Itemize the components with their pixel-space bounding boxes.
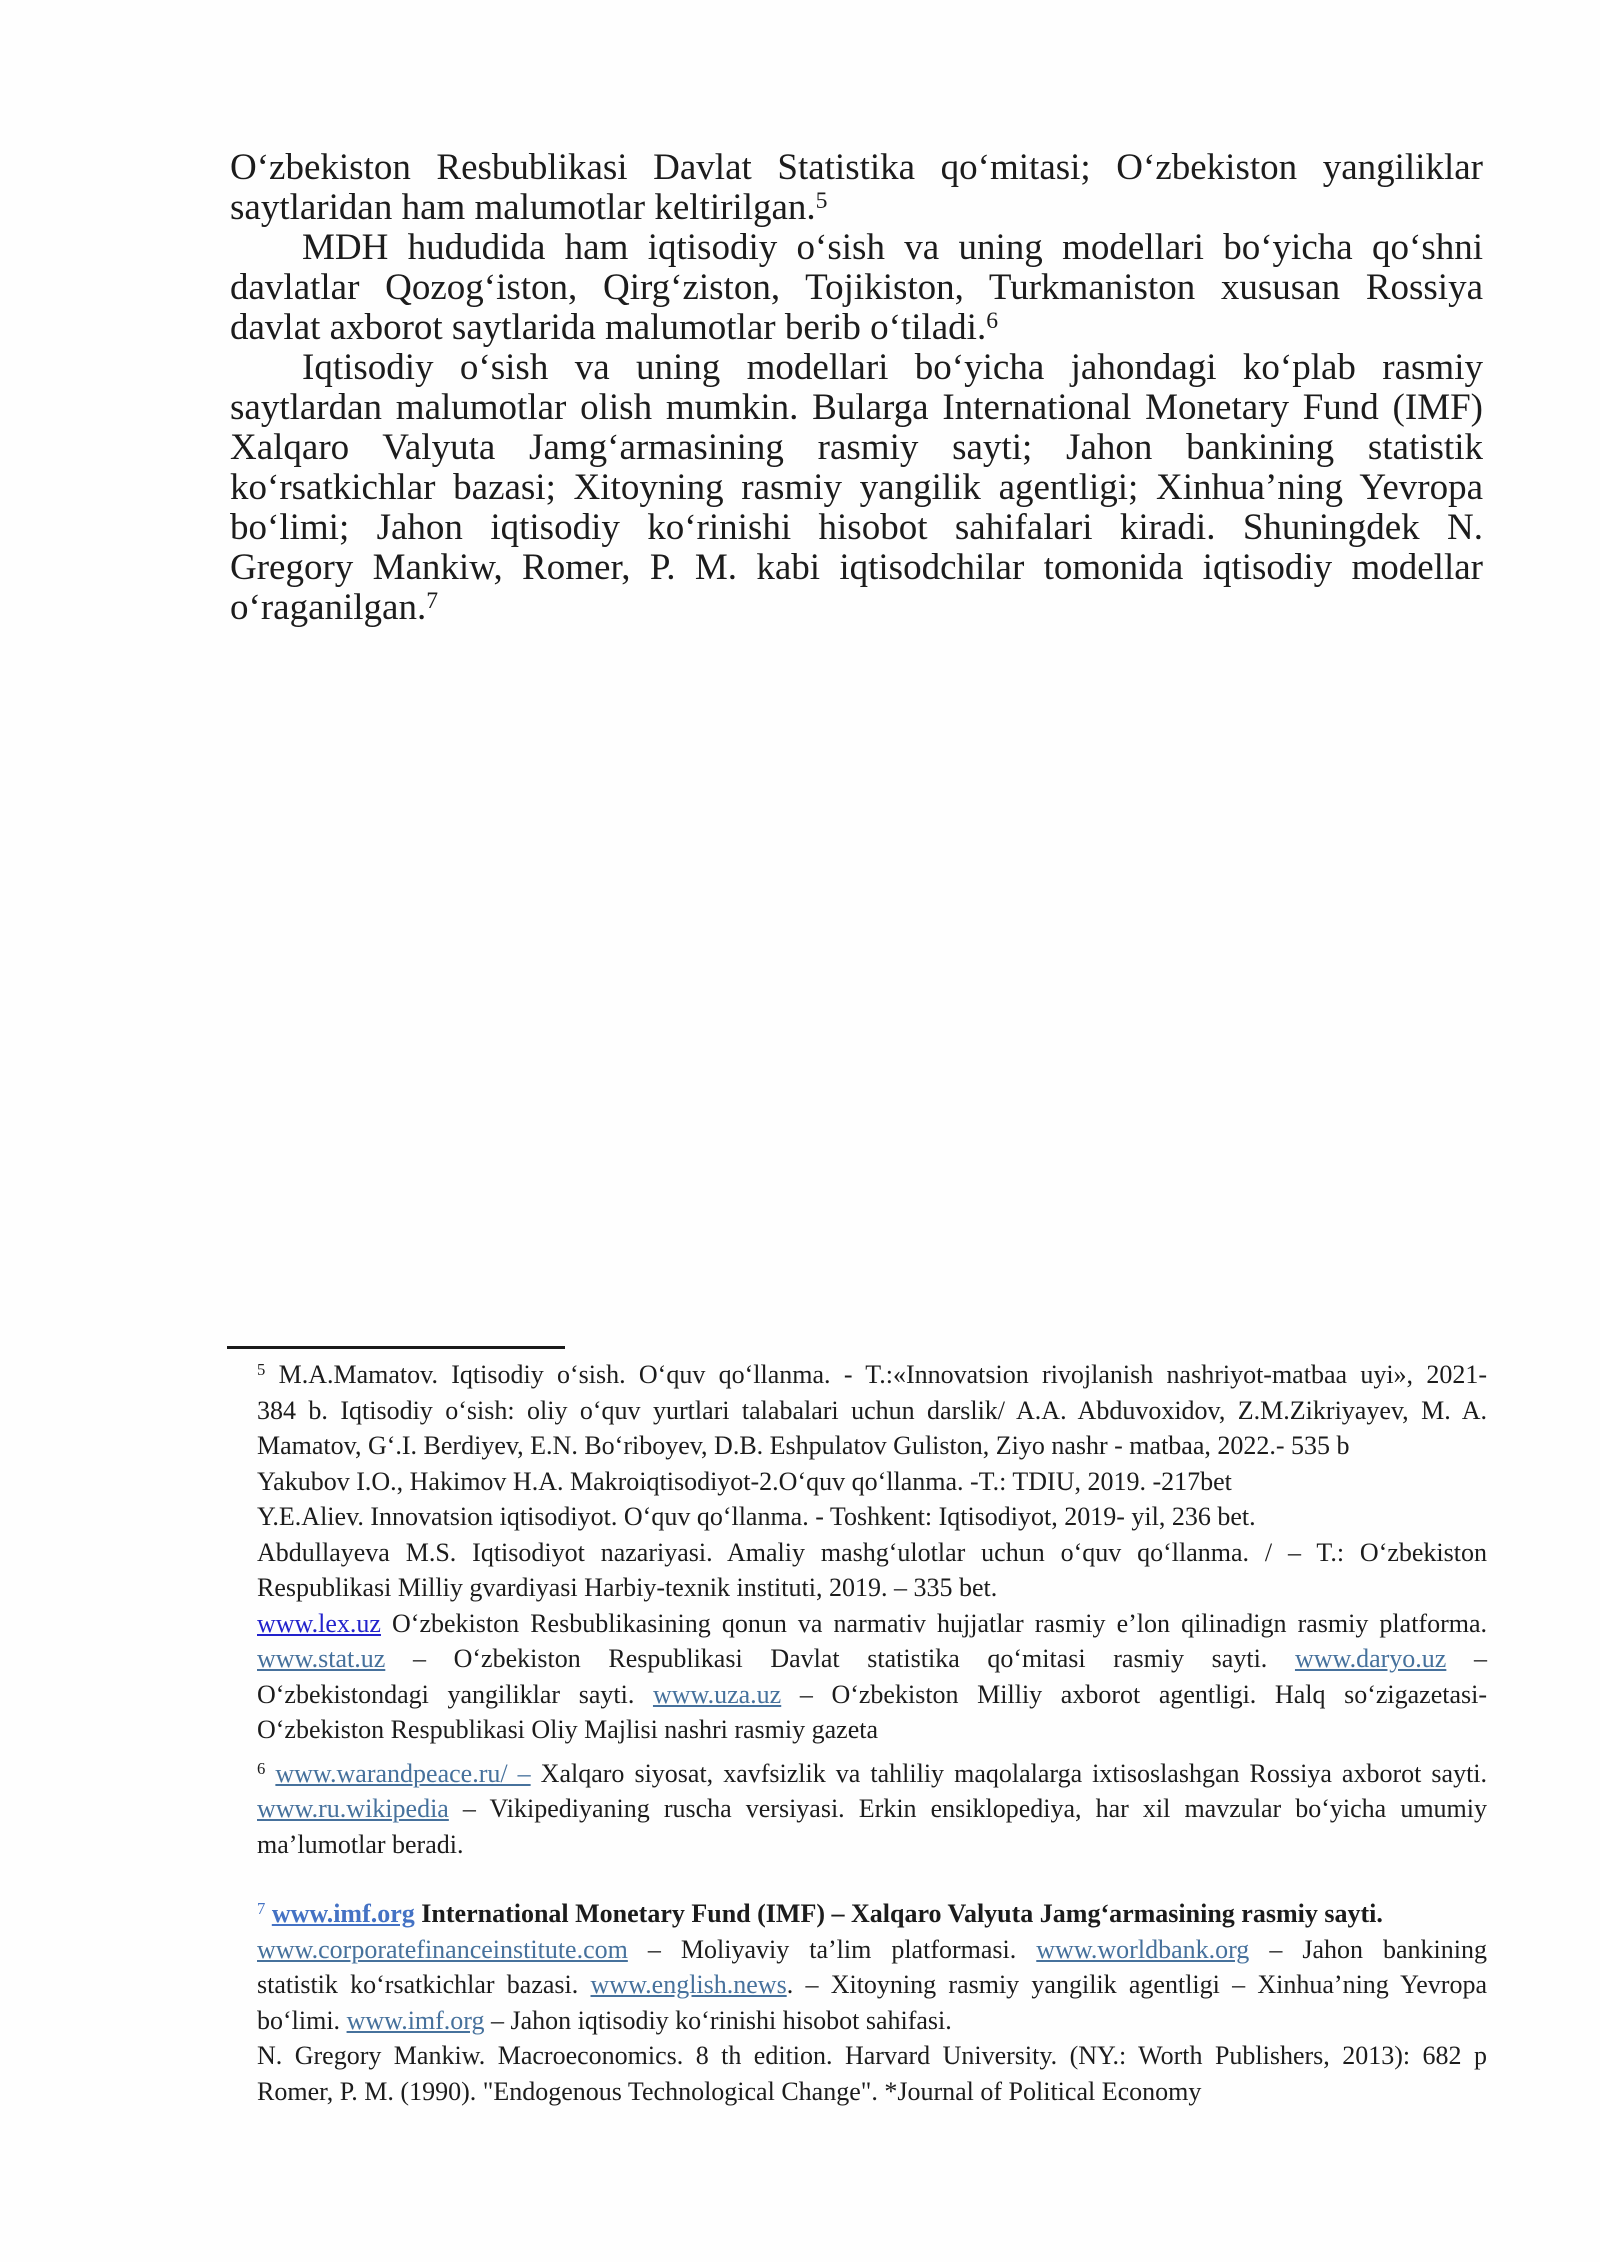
- paragraph: [230, 148, 1483, 228]
- text-run: Xalqaro siyosat, xavfsizlik va tahliliy maqolalarga ixtisoslashgan Rossiya axborot sayti.: [530, 1758, 1488, 1788]
- text-run: o‘raganilgan.: [230, 587, 427, 628]
- hyperlink[interactable]: www.daryo.uz: [1294, 1644, 1447, 1673]
- hyperlink[interactable]: www.worldbank.org: [1036, 1934, 1250, 1964]
- footnote-marker: 7: [426, 587, 439, 614]
- text-line: [257, 2003, 1487, 2039]
- footnote-marker: 5: [257, 1360, 266, 1380]
- text-line: [257, 1606, 1487, 1642]
- text-line: [257, 1896, 1487, 1932]
- text-run: O‘zbekistondagi yangiliklar sayti.: [257, 1679, 653, 1709]
- paragraph: [230, 348, 1483, 628]
- footnote: [257, 1357, 1487, 1748]
- text-line: [257, 1791, 1487, 1827]
- text-run: Y.E.Aliev. Innovatsion iqtisodiyot. O‘quv qo‘llanma. - Toshkent: Iqtisodiyot, 2019- yil, 236 bet.: [257, 1502, 1256, 1531]
- text-line: [257, 1932, 1487, 1968]
- footnote-marker: 7: [257, 1899, 266, 1919]
- text-run: davlatlar Qozog‘iston, Qirg‘ziston, Tojikiston, Turkmaniston xususan Rossiya: [230, 267, 1483, 308]
- text-run: O‘zbekiston Resbublikasining qonun va narmativ hujjatlar rasmiy e’lon qilinadign rasmiy platforma.: [380, 1608, 1487, 1638]
- text-line: [230, 348, 1483, 388]
- hyperlink[interactable]: www.stat.uz: [257, 1644, 386, 1673]
- text-line: [257, 1464, 1487, 1500]
- text-line: [230, 148, 1483, 188]
- text-run: bo‘limi.: [257, 2005, 347, 2035]
- text-line: [257, 2038, 1487, 2074]
- text-line: [230, 188, 1483, 228]
- text-run: ko‘rsatkichlar bazasi; Xitoyning rasmiy yangilik agentligi; Xinhua’ning Yevropa: [230, 467, 1483, 508]
- hyperlink[interactable]: www.corporatefinanceinstitute.com: [257, 1934, 628, 1964]
- footnote-separator: [227, 1346, 565, 1349]
- text-line: [257, 1499, 1487, 1535]
- text-run: [265, 1759, 275, 1788]
- text-line: [230, 268, 1483, 308]
- footnote-marker: 6: [257, 1758, 266, 1778]
- footnote-marker: 6: [986, 307, 999, 334]
- text-run: davlat axborot saytlarida malumotlar berib o‘tiladi.: [230, 307, 987, 348]
- text-line: [230, 388, 1483, 428]
- text-line: [257, 1677, 1487, 1713]
- text-line: [257, 1393, 1487, 1429]
- text-line: [230, 588, 1483, 628]
- text-line: [257, 1712, 1487, 1748]
- hyperlink[interactable]: www.english.news: [590, 1970, 787, 1999]
- text-line: [230, 428, 1483, 468]
- text-line: [230, 548, 1483, 588]
- text-run: Gregory Mankiw, Romer, P. M. kabi iqtisodchilar tomonida iqtisodiy modellar: [230, 547, 1483, 588]
- text-line: [257, 1357, 1487, 1393]
- footnote-marker: 5: [815, 187, 828, 214]
- hyperlink[interactable]: www.warandpeace.ru/ –: [275, 1758, 531, 1788]
- text-run: –: [1446, 1644, 1488, 1673]
- text-run: – Vikipediyaning ruscha versiyasi. Erkin ensiklopediya, har xil mavzular bo‘yicha umumiy: [448, 1794, 1487, 1823]
- text-line: [257, 1967, 1487, 2003]
- text-run: International Monetary Fund (IMF) – Xalqaro Valyuta Jamg‘armasining rasmiy sayti.: [414, 1899, 1383, 1928]
- text-run: . – Xitoyning rasmiy yangilik agentligi – Xinhua’ning Yevropa: [786, 1970, 1488, 1999]
- hyperlink[interactable]: www.lex.uz: [257, 1608, 381, 1638]
- text-run: – O‘zbekiston Milliy axborot agentligi. Halq so‘zigazetasi-: [781, 1679, 1488, 1709]
- text-run: – O‘zbekiston Respublikasi Davlat statistika qo‘mitasi rasmiy sayti.: [385, 1644, 1295, 1673]
- text-run: Iqtisodiy o‘sish va uning modellari bo‘yicha jahondagi ko‘plab rasmiy: [302, 347, 1483, 388]
- text-run: statistik ko‘rsatkichlar bazasi.: [257, 1970, 591, 1999]
- text-run: Abdullayeva M.S. Iqtisodiyot nazariyasi. Amaliy mashg‘ulotlar uchun o‘quv qo‘llanma. / – T.: O‘zbekiston: [257, 1537, 1487, 1567]
- text-run: Romer, P. M. (1990). "Endogenous Technological Change". *Journal of Political Economy: [257, 2076, 1202, 2106]
- text-run: MDH hududida ham iqtisodiy o‘sish va uning modellari bo‘yicha qo‘shni: [302, 227, 1483, 268]
- text-run: – Jahon iqtisodiy ko‘rinishi hisobot sahifasi.: [484, 2005, 952, 2035]
- text-line: [257, 1570, 1487, 1606]
- text-run: N. Gregory Mankiw. Macroeconomics. 8 th edition. Harvard University. (NY.: Worth Publishers, 2013): 682 p: [257, 2041, 1487, 2070]
- text-line: [257, 1535, 1487, 1571]
- text-run: O‘zbekiston Respublikasi Oliy Majlisi nashri rasmiy gazeta: [257, 1715, 878, 1744]
- footnotes-section: [257, 1357, 1487, 2109]
- text-run: saytlaridan ham malumotlar keltirilgan.: [230, 187, 816, 228]
- text-line: [230, 228, 1483, 268]
- footnote-gap: [257, 1862, 1487, 1896]
- text-line: [257, 1827, 1487, 1863]
- hyperlink[interactable]: www.imf.org: [271, 1899, 415, 1928]
- text-run: Yakubov I.O., Hakimov H.A. Makroiqtisodiyot-2.O‘quv qo‘llanma. -T.: TDIU, 2019. -217bet: [257, 1466, 1232, 1496]
- text-run: saytlardan malumotlar olish mumkin. Bularga International Monetary Fund (IMF): [230, 387, 1483, 428]
- text-run: M.A.Mamatov. Iqtisodiy o‘sish. O‘quv qo‘llanma. - T.:«Innovatsion rivojlanish nashriyot-matbaa uyi», 2021-: [265, 1360, 1487, 1389]
- text-line: [257, 1641, 1487, 1677]
- text-line: [230, 308, 1483, 348]
- hyperlink[interactable]: www.ru.wikipedia: [257, 1794, 449, 1823]
- text-run: Respublikasi Milliy gvardiyasi Harbiy-texnik instituti, 2019. – 335 bet.: [257, 1573, 998, 1602]
- text-line: [230, 508, 1483, 548]
- text-run: Mamatov, G‘.I. Berdiyev, E.N. Bo‘riboyev, D.B. Eshpulatov Guliston, Ziyo nashr - matbaa, 2022.- 535 b: [257, 1431, 1350, 1460]
- hyperlink[interactable]: www.uza.uz: [652, 1679, 782, 1709]
- text-run: Xalqaro Valyuta Jamg‘armasining rasmiy sayti; Jahon bankining statistik: [230, 427, 1483, 468]
- text-line: [257, 1756, 1487, 1792]
- text-run: 384 b. Iqtisodiy o‘sish: oliy o‘quv yurtlari talabalari uchun darslik/ A.A. Abduvoxidov, Z.M.Zikriyayev, M. A.: [257, 1395, 1487, 1425]
- text-run: – Jahon bankining: [1249, 1934, 1487, 1964]
- text-run: – Moliyaviy ta’lim platformasi.: [627, 1934, 1037, 1964]
- text-run: O‘zbekiston Resbublikasi Davlat Statistika qo‘mitasi; O‘zbekiston yangiliklar: [230, 147, 1483, 188]
- body-text-section: [230, 148, 1483, 628]
- footnote: [257, 1756, 1487, 1863]
- text-line: [257, 2074, 1487, 2110]
- footnote: [257, 1896, 1487, 2109]
- text-run: bo‘limi; Jahon iqtisodiy ko‘rinishi hisobot sahifalari kiradi. Shuningdek N.: [230, 507, 1483, 548]
- hyperlink[interactable]: www.imf.org: [346, 2005, 485, 2035]
- paragraph: [230, 228, 1483, 348]
- text-run: ma’lumotlar beradi.: [257, 1829, 464, 1859]
- text-line: [257, 1428, 1487, 1464]
- text-line: [230, 468, 1483, 508]
